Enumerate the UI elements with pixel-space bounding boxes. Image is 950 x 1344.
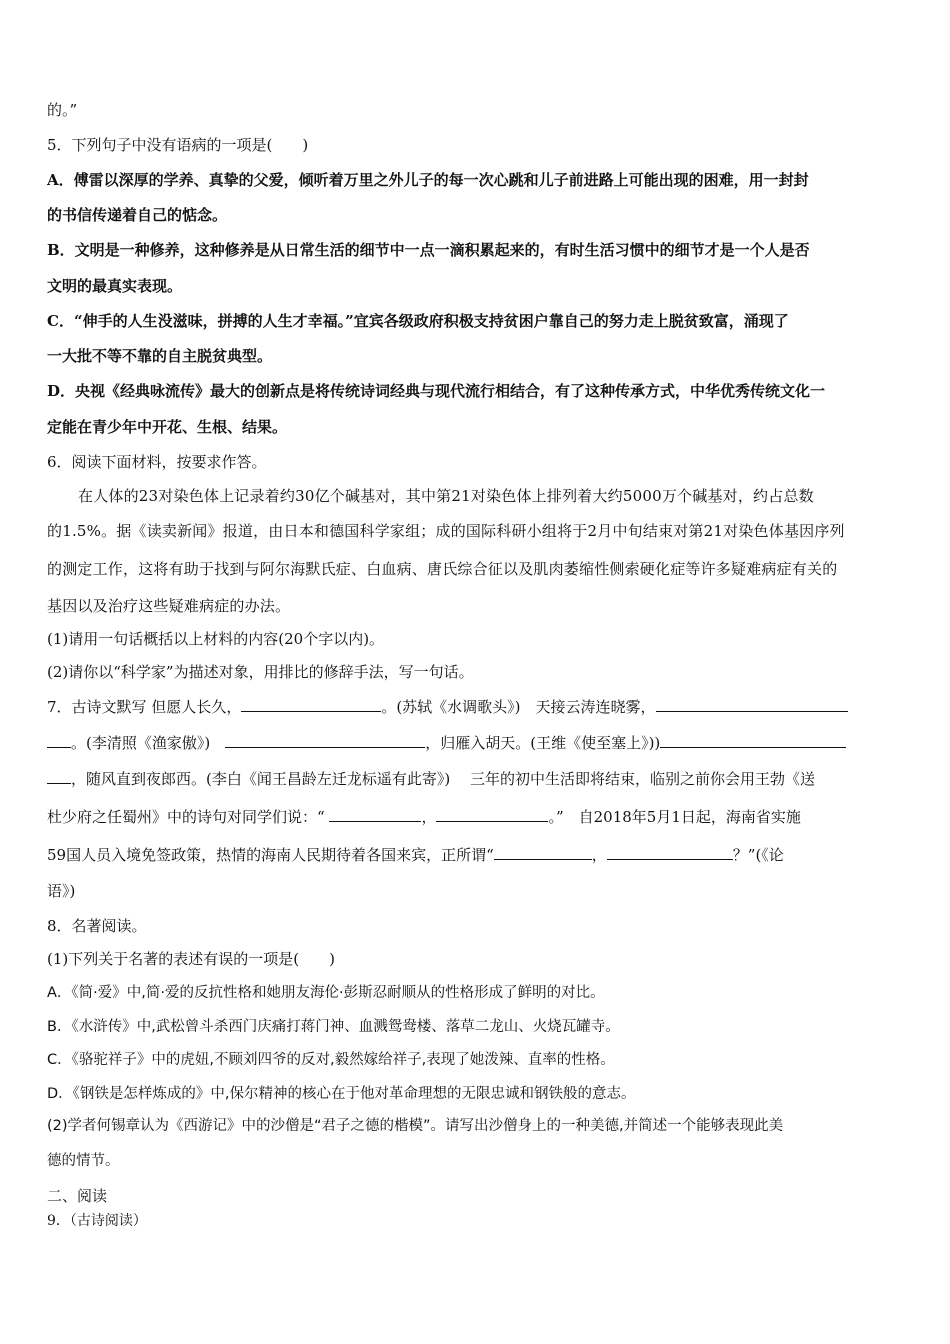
answer-blank[interactable] <box>436 806 548 822</box>
question-7-text: 。” 自2018年5月1日起，海南省实施 <box>548 808 801 826</box>
section-heading: 二、阅读 <box>47 1187 108 1205</box>
question-5-option-b: B．文明是一种修养，这种修养是从日常生活的细节中一点一滴积累起来的，有时生活习惯中的细节才是一个人是否 <box>47 241 810 259</box>
answer-blank[interactable] <box>241 696 381 712</box>
question-7-text: 。(李清照《渔家傲》) <box>71 734 226 752</box>
answer-blank[interactable] <box>47 768 71 784</box>
question-7-text: 7．古诗文默写 但愿人长久， <box>47 698 242 716</box>
answer-blank[interactable] <box>494 844 592 860</box>
question-8-option-b: B．《水浒传》中,武松曾斗杀西门庆痛打蒋门神、血溅鸳鸯楼、落草二龙山、火烧瓦罐寺。 <box>47 1019 620 1035</box>
question-9-stem: 9．（古诗阅读） <box>47 1213 147 1229</box>
question-5-option-a: A．傅雷以深厚的学养、真挚的父爱，倾听着万里之外儿子的每一次心跳和儿子前进路上可能出现的困难，用一封封 <box>47 171 809 189</box>
text-line: 定能在青少年中开花、生根、结果。 <box>47 418 288 436</box>
question-7-line <box>47 768 815 790</box>
text-line: 德的情节。 <box>47 1153 120 1169</box>
question-7-text: ， <box>591 846 607 864</box>
question-5-option-c: C．“伸手的人生没滋味，拼搏的人生才幸福。”宜宾各级政府积极支持贫困户靠自己的努力走上脱贫致富，涌现了 <box>47 312 789 330</box>
question-7-text: 。(苏轼《水调歌头》) 天接云涛连晓雾， <box>381 698 656 716</box>
reading-material: 的测定工作，这将有助于找到与阿尔海默氏症、白血病、唐氏综合征以及肌肉萎缩性侧索硬化症等许多疑难病症有关的 <box>47 560 838 578</box>
question-7-text: ？”(《论 <box>732 846 784 864</box>
answer-blank[interactable] <box>225 732 425 748</box>
question-5-option-d: D．央视《经典咏流传》最大的创新点是将传统诗词经典与现代流行相结合，有了这种传承方式，中华优秀传统文化一 <box>47 382 826 400</box>
answer-blank[interactable] <box>47 732 71 748</box>
question-7-line <box>47 844 784 866</box>
question-8-option-a: A．《简·爱》中,简·爱的反抗性格和她朋友海伦·彭斯忍耐顺从的性格形成了鲜明的对比。 <box>47 985 605 1001</box>
text-line: 语》) <box>47 882 76 900</box>
question-7-line <box>47 696 848 718</box>
question-5-stem: 5．下列句子中没有语病的一项是( ) <box>47 136 309 154</box>
text-line: 的。” <box>47 101 78 119</box>
answer-blank[interactable] <box>607 844 733 860</box>
answer-blank[interactable] <box>660 732 846 748</box>
question-8-part-2: (2)学者何锡章认为《西游记》中的沙僧是“君子之德的楷模”。请写出沙僧身上的一种美德,并简述一个能够表现此美 <box>47 1118 784 1134</box>
text-line: 的书信传递着自己的惦念。 <box>47 206 228 224</box>
question-7-text: ，随风直到夜郎西。(李白《闻王昌龄左迁龙标遥有此寄》) 三年的初中生活即将结束，临别之前你会用王勃《送 <box>71 770 815 788</box>
question-6-part-2: (2)请你以“科学家”为描述对象，用排比的修辞手法，写一句话。 <box>47 663 474 681</box>
reading-material: 基因以及治疗这些疑难病症的办法。 <box>47 597 291 615</box>
text-line: 文明的最真实表现。 <box>47 277 183 295</box>
question-6-part-1: (1)请用一句话概括以上材料的内容(20个字以内)。 <box>47 630 385 648</box>
question-8-part-1: (1)下列关于名著的表述有误的一项是( ) <box>47 950 335 968</box>
answer-blank[interactable] <box>656 696 848 712</box>
question-8-stem: 8．名著阅读。 <box>47 917 147 935</box>
question-7-line <box>47 806 801 828</box>
question-7-text: ， <box>421 808 437 826</box>
question-7-text: 59国人员入境免签政策，热情的海南人民期待着各国来宾，正所谓“ <box>47 846 494 864</box>
question-7-text: ，归雁入胡天。(王维《使至塞上》)) <box>425 734 661 752</box>
question-6-stem: 6．阅读下面材料，按要求作答。 <box>47 453 267 471</box>
question-8-option-c: C．《骆驼祥子》中的虎妞,不顾刘四爷的反对,毅然嫁给祥子,表现了她泼辣、直率的性格。 <box>47 1052 615 1068</box>
reading-material: 在人体的23对染色体上记录着约30亿个碱基对，其中第21对染色体上排列着大约5000万个碱基对，约占总数 <box>78 487 814 505</box>
reading-material: 的1.5%。据《读卖新闻》报道，由日本和德国科学家组；成的国际科研小组将于2月中旬结束对第21对染色体基因序列 <box>47 522 845 540</box>
question-8-option-d: D．《钢铁是怎样炼成的》中,保尔精神的核心在于他对革命理想的无限忠诚和钢铁般的意志。 <box>47 1086 636 1102</box>
text-line: 一大批不等不靠的自主脱贫典型。 <box>47 347 273 365</box>
answer-blank[interactable] <box>329 806 421 822</box>
question-7-text: 杜少府之任蜀州》中的诗句对同学们说：“ <box>47 808 330 826</box>
question-7-line <box>47 732 846 754</box>
